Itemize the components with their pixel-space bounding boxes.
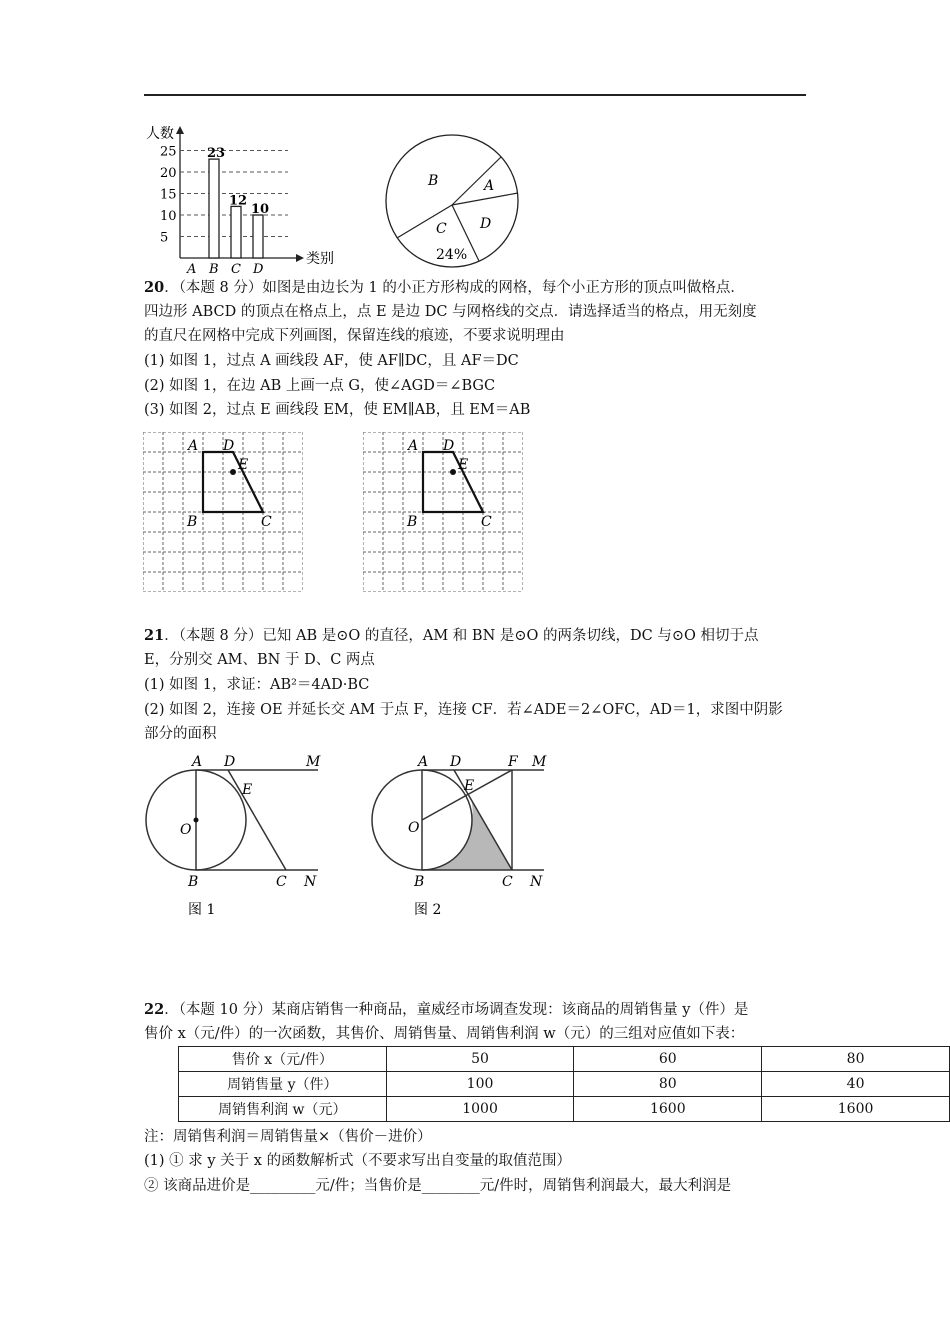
bar-xtick-label: B: [209, 262, 219, 275]
q21-fig1-caption: 图 1: [188, 902, 216, 918]
q21-fig2-label-a: A: [418, 754, 429, 770]
table-row: 周销售量 y（件） 100 80 40: [179, 1072, 950, 1097]
q20-line-4: (1) 如图 1，过点 A 画线段 AF，使 AF∥DC，且 AF＝DC: [144, 353, 519, 369]
q21-number: 21: [144, 627, 165, 644]
q20-line-1: 20．（本题 8 分）如图是由边长为 1 的小正方形构成的网格，每个小正方形的顶点叫做格点．: [144, 279, 745, 296]
bar-b: [209, 159, 219, 258]
q21-fig1-label-e: E: [242, 782, 253, 798]
q21-line-2: E，分别交 AM、BN 于 D、C 两点: [144, 652, 375, 668]
q21-fig1-label-b: B: [188, 874, 199, 890]
pie-label-a: A: [484, 178, 495, 194]
bar-ytick-label: 25: [160, 144, 177, 160]
bar-ytick-label: 20: [160, 166, 177, 181]
pie-label-d: D: [480, 216, 492, 232]
bar-chart: [140, 120, 340, 275]
q21-fig1-label-n: N: [304, 874, 317, 890]
q20-fig2-label-d: D: [443, 438, 455, 454]
q21-line-4: (2) 如图 2，连接 OE 并延长交 AM 于点 F，连接 CF．若∠ADE＝2∠OFC，AD＝1，求图中阴影: [144, 702, 783, 718]
q20-grid-figure-2: [363, 432, 523, 592]
pie-label-c-percent: 24%: [436, 247, 468, 263]
q20-line-3: 的直尺在网格中完成下列画图，保留连线的痕迹，不要求说明理由: [144, 328, 565, 344]
q22-line-2: 售价 x（元/件）的一次函数，其售价、周销售量、周销售利润 w（元）的三组对应值如下表：: [144, 1026, 745, 1042]
bar-ytick-label: 5: [160, 230, 169, 246]
q21-line-1: 21．（本题 8 分）已知 AB 是⊙O 的直径，AM 和 BN 是⊙O 的两条切线，DC 与⊙O 相切于点: [144, 627, 759, 644]
q21-fig2-label-b: B: [414, 874, 425, 890]
q20-fig1-label-c: C: [261, 514, 272, 530]
q20-fig2-label-a: A: [408, 438, 419, 454]
q22-note: 注：周销售利润＝周销售量×（售价－进价）: [144, 1129, 432, 1145]
q20-grid-figure-1: [143, 432, 303, 592]
q22-number: 22: [144, 1001, 165, 1018]
q21-figure-2: [366, 748, 566, 923]
q21-fig1-label-m: M: [306, 754, 321, 770]
bar-data-label: 23: [207, 146, 226, 162]
q21-fig1-label-a: A: [192, 754, 203, 770]
bar-chart-xlabel: 类别: [306, 251, 334, 267]
pie-chart: [380, 130, 530, 270]
q20-fig1-label-a: A: [188, 438, 199, 454]
bar-data-label: 12: [229, 193, 248, 209]
header-rule: [144, 94, 806, 96]
q21-fig2-label-c: C: [502, 874, 513, 890]
pie-label-b: B: [428, 173, 439, 189]
bar-xtick-label: A: [187, 262, 197, 275]
q20-fig1-label-b: B: [187, 514, 198, 530]
bar-c: [231, 206, 241, 258]
bar-ytick-label: 15: [160, 187, 177, 203]
q21-fig1-label-d: D: [224, 754, 236, 770]
q22-sub1: (1) ① 求 y 关于 x 的函数解析式（不要求写出自变量的取值范围）: [144, 1153, 572, 1169]
q22-table: [178, 1046, 950, 1122]
q21-fig1-label-o: O: [180, 822, 192, 838]
bar-ytick-label: 10: [160, 209, 177, 224]
q20-line-2: 四边形 ABCD 的顶点在格点上，点 E 是边 DC 与网格线的交点．请选择适当的格点，用无刻度: [144, 304, 757, 320]
q21-fig2-label-n: N: [530, 874, 543, 890]
table-row: 周销售利润 w（元） 1000 1600 1600: [179, 1097, 950, 1122]
q20-number: 20: [144, 279, 165, 296]
bar-data-label: 10: [251, 202, 270, 217]
q20-fig2-label-b: B: [407, 514, 418, 530]
table-row: 售价 x（元/件） 50 60 80: [179, 1047, 950, 1072]
q21-figure-1: [140, 748, 340, 923]
bar-d: [253, 215, 263, 258]
q22-line-1: 22．（本题 10 分）某商店销售一种商品，童威经市场调查发现：该商品的周销售量 y（件）是: [144, 1001, 749, 1018]
bar-xtick-label: C: [231, 262, 241, 275]
q20-fig1-label-d: D: [223, 438, 235, 454]
q20-line-5: (2) 如图 1，在边 AB 上画一点 G，使∠AGD＝∠BGC: [144, 378, 496, 394]
bar-chart-ylabel: 人数: [146, 126, 174, 142]
q20-fig2-label-c: C: [481, 514, 492, 530]
q21-line-3: (1) 如图 1，求证：AB²＝4AD·BC: [144, 677, 370, 693]
q21-fig2-label-m: M: [532, 754, 547, 770]
q21-fig2-caption: 图 2: [414, 902, 442, 918]
q21-fig2-label-f: F: [508, 754, 518, 770]
q21-fig2-label-o: O: [408, 820, 420, 836]
q20-fig2-label-e: E: [458, 457, 469, 473]
q21-line-5: 部分的面积: [144, 726, 217, 742]
bar-xtick-label: D: [253, 262, 264, 275]
q21-fig2-label-d: D: [450, 754, 462, 770]
q22-sub2: ② 该商品进价是_________元/件；当售价是________元/件时，周销售利润最大，最大利润是: [144, 1178, 732, 1194]
q20-fig1-label-e: E: [238, 457, 249, 473]
q20-line-6: (3) 如图 2，过点 E 画线段 EM，使 EM∥AB，且 EM＝AB: [144, 402, 531, 418]
pie-label-c: C: [436, 221, 447, 237]
q21-fig2-label-e: E: [464, 778, 475, 794]
q21-fig1-label-c: C: [276, 874, 287, 890]
